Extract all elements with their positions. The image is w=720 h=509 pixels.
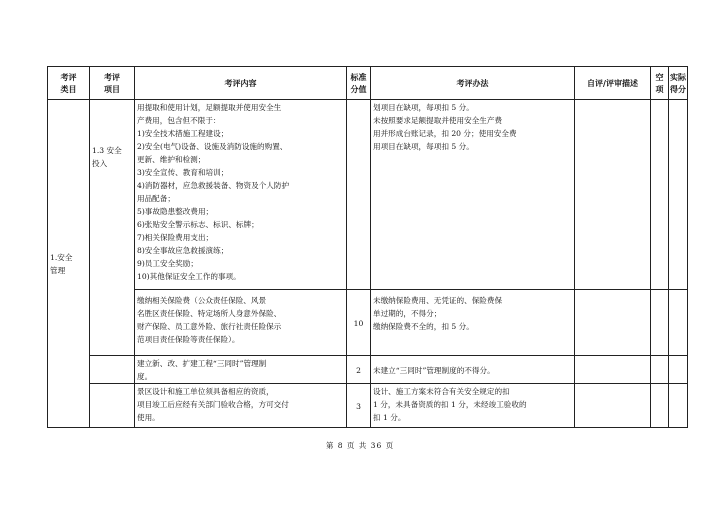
- header-content: 考评内容: [135, 67, 347, 100]
- header-row: [48, 67, 688, 100]
- actual-score-cell: [669, 100, 688, 290]
- score-cell: 2: [347, 356, 371, 384]
- method-cell: 未建立“三同时”管理制度的不得分。: [371, 356, 575, 384]
- item-cell: 1.3 安全 投入: [90, 100, 135, 356]
- actual-score-cell: [669, 290, 688, 356]
- score-cell: 10: [347, 290, 371, 356]
- content-cell: 用提取和使用计划，足额提取并使用安全生 产费用，包含但不限于： 1)安全技术措施工程建设； 2)安全(电气)设备、设施及消防设施的购置、 更新、维护和检测； 3)安全宣传、教育和培训； 4)消防器材，应急救援装备、物资及个人防护 用品配备； 5)事故隐患整改费用； 6)张贴安全警示标志、标识、标牌； 7)相关保险费用支出； 8)安全事故应急救援演练； 9)员工安全奖励； 10)其他保证安全工作的事项。: [135, 100, 347, 290]
- header-score: 标准 分值: [347, 67, 371, 100]
- table-row: [48, 100, 688, 290]
- category-cell: 1.安全 管理: [48, 100, 90, 428]
- table-row: [48, 290, 688, 356]
- actual-score-cell: [669, 356, 688, 384]
- header-self-eval: 自评/评审描述: [575, 67, 651, 100]
- empty-cell: [651, 384, 669, 428]
- header-category: 考评 类目: [48, 67, 90, 100]
- self-eval-cell: [575, 384, 651, 428]
- score-cell: 3: [347, 384, 371, 428]
- empty-cell: [651, 356, 669, 384]
- method-cell: 未缴纳保险费用、无凭证的、保险费保 单过期的，不得分； 缴纳保险费不全的，扣 5 分。: [371, 290, 575, 356]
- item-cell: [90, 384, 135, 428]
- item-cell: [90, 356, 135, 384]
- self-eval-cell: [575, 356, 651, 384]
- table-row: [48, 384, 688, 428]
- header-item: 考评 项目: [90, 67, 135, 100]
- self-eval-cell: [575, 290, 651, 356]
- empty-cell: [651, 290, 669, 356]
- page-number: 第 8 页 共 36 页: [325, 441, 395, 450]
- header-method: 考评办法: [371, 67, 575, 100]
- table-row: [48, 356, 688, 384]
- method-cell: 划项目在缺项，每项扣 5 分。 未按照要求足额提取并使用安全生产费 用并形成台账记录，扣 20 分；使用安全费 用项目在缺项，每项扣 5 分。: [371, 100, 575, 290]
- actual-score-cell: [669, 384, 688, 428]
- content-cell: 景区设计和施工单位须具备相应的资质， 项目竣工后应经有关部门验收合格，方可交付 使用。: [135, 384, 347, 428]
- empty-cell: [651, 100, 669, 290]
- evaluation-table: [47, 66, 688, 428]
- method-cell: 设计、施工方案未符合有关安全规定的扣 1 分，未具备资质的扣 1 分，未经竣工验收的 扣 1 分。: [371, 384, 575, 428]
- content-cell: 缴纳相关保险费（公众责任保险、风景 名胜区责任保险、特定场所人身意外保险、 财产保险、员工意外险、旅行社责任险保示 范项目责任保险等责任保险）。: [135, 290, 347, 356]
- content-cell: 建立新、改、扩建工程“三同时”管理制 度。: [135, 356, 347, 384]
- score-cell: [347, 100, 371, 290]
- header-empty: 空 项: [651, 67, 669, 100]
- self-eval-cell: [575, 100, 651, 290]
- header-actual: 实际 得分: [669, 67, 688, 100]
